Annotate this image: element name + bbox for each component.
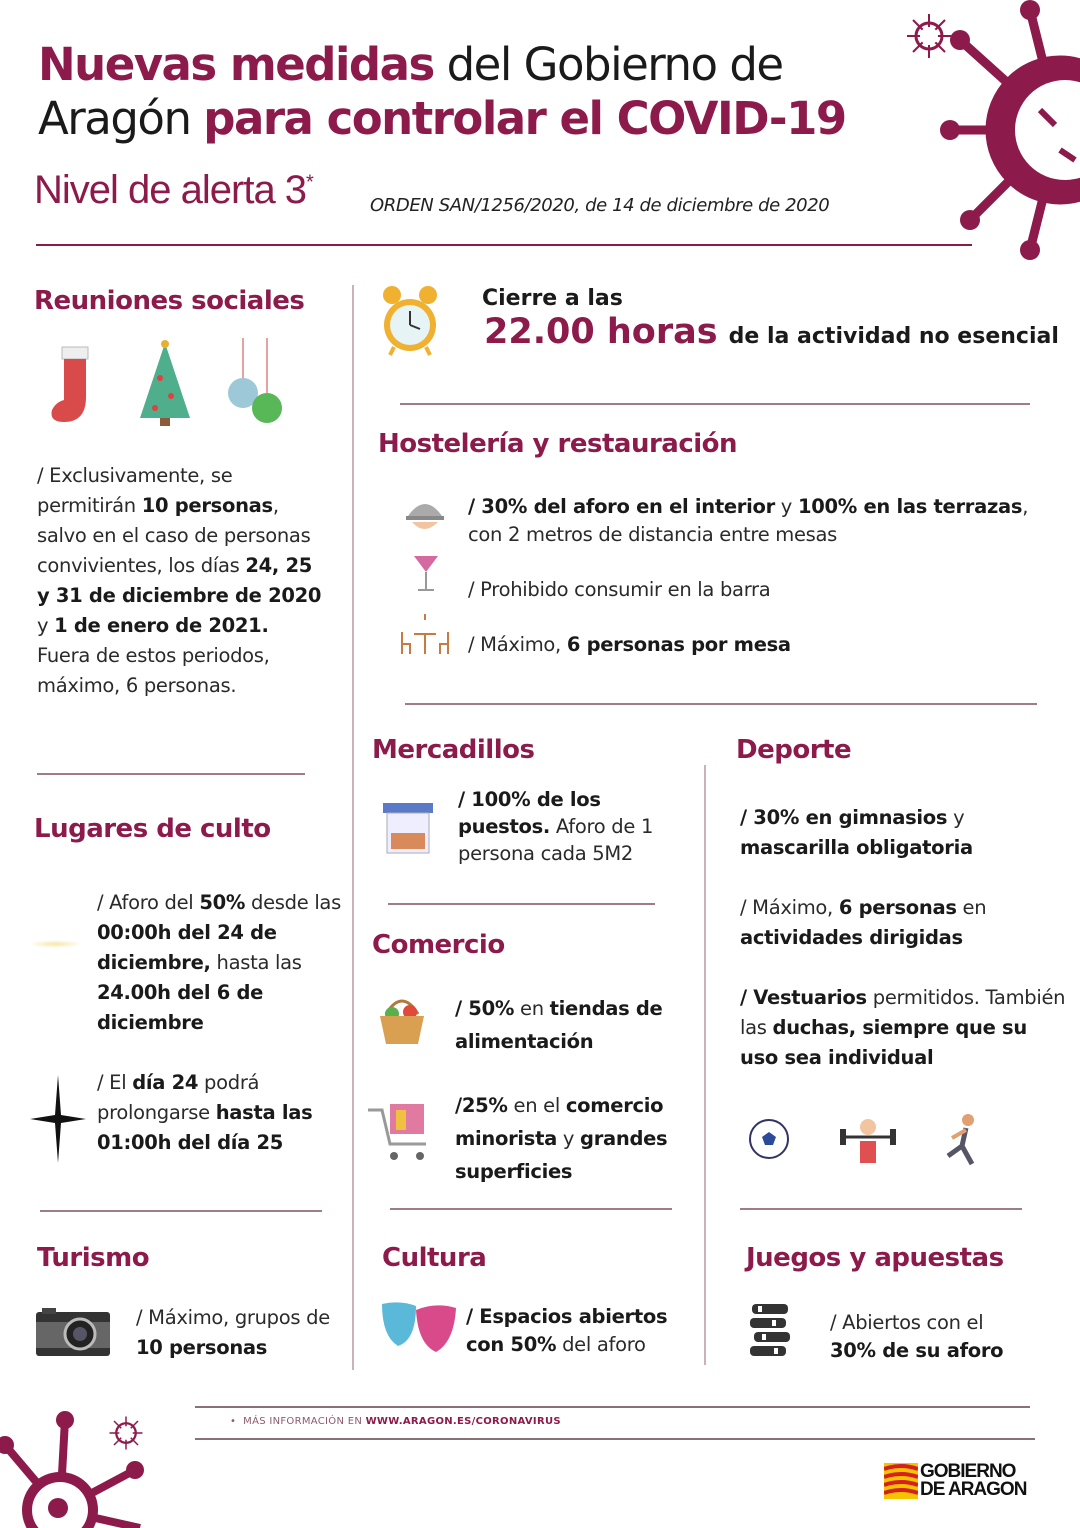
bold-text: / 50% [455,997,515,1020]
closing-line1: Cierre a las [482,286,623,311]
bold-text: 24.00h del 6 de diciembre [97,981,264,1034]
bold-text: / 100% de los puestos. [458,788,601,838]
ornaments-icon [225,338,287,428]
divider [390,1208,672,1210]
bold-text: 50% [199,891,246,914]
bold-text: grandes superficies [455,1127,668,1183]
text-segment: / Máximo, [740,896,839,919]
section-heading-cultura: Cultura [382,1243,487,1273]
text-segment: del Gobierno de [433,38,783,91]
text-segment: y [774,495,798,518]
runner-icon [942,1112,982,1168]
order-reference: ORDEN SAN/1256/2020, de 14 de diciembre de 2020 [370,195,830,216]
divider [195,1438,1035,1440]
bold-text: / Vestuarios [740,986,867,1009]
soccer-ball-icon [748,1118,790,1160]
comercio-item-1 [455,992,695,1058]
text-segment: podrá prolongarse [97,1071,260,1124]
bold-text: 10 personas [141,494,273,517]
divider [405,703,1037,705]
theater-masks-icon [380,1300,458,1354]
turismo-text [136,1303,336,1363]
sparkle-icon [28,940,83,948]
food-basket-icon [376,992,428,1046]
section-heading-deporte: Deporte [736,735,852,765]
bold-text: 24, 25 y 31 de diciembre de 2020 [37,554,322,607]
text-segment: , con 2 metros de distancia entre mesas [468,495,1029,546]
more-info-link[interactable]: WWW.ARAGON.ES/CORONAVIRUS [365,1416,561,1427]
hosteleria-item-3 [468,630,1028,660]
small-virus-icon [108,1415,144,1451]
section-heading-mercadillos: Mercadillos [372,735,535,765]
divider [740,1208,1022,1210]
alert-level-text: Nivel de alerta 3 [34,168,307,212]
section-heading-comercio: Comercio [372,930,505,960]
text-segment: y [556,1127,581,1150]
divider [36,244,972,246]
title-line-2 [38,92,846,146]
serving-cloche-icon [404,492,446,536]
divider [40,1210,322,1212]
alert-level [34,168,313,213]
shopping-cart-icon [368,1100,432,1166]
more-info [230,1416,561,1427]
column-divider [352,285,354,1370]
bold-text: 10 personas [136,1336,268,1359]
cultura-text [466,1303,696,1359]
divider [37,773,305,775]
culto-item-2 [97,1068,337,1158]
bold-text: día 24 [132,1071,199,1094]
section-heading-juegos: Juegos y apuestas [746,1243,1004,1273]
bold-text: Nuevas medidas [38,38,434,91]
closing-rest: de la actividad no esencial [728,324,1059,349]
closing-time-line [484,312,1059,352]
alert-asterisk: * [306,171,313,194]
gobierno-aragon-logo [884,1463,1026,1499]
christmas-tree-icon [135,338,195,430]
divider [400,403,1030,405]
text-segment: Aforo de 1 persona cada 5M2 [458,815,654,865]
logo-line-2: DE ARAGON [920,1479,1027,1500]
text-segment: Aragón [38,92,204,145]
text-segment: / Exclusivamente, se permitirán [37,464,233,517]
bold-text: 00:00h del 24 de diciembre, [97,921,277,974]
divider [195,1406,1030,1408]
section-heading-culto: Lugares de culto [34,814,271,844]
cocktail-icon [412,550,440,594]
mercadillos-text [458,786,678,867]
bold-text: mascarilla obligatoria [740,836,973,859]
text-segment: Fuera de estos periodos, máximo, 6 personas. [37,644,270,697]
column-divider [704,765,706,1365]
text-segment: en [514,997,550,1020]
text-segment: hasta las [210,951,302,974]
table-chairs-icon [400,612,450,657]
culto-item-1 [97,888,347,1038]
comercio-item-2 [455,1089,695,1188]
star-icon [30,1075,86,1163]
hosteleria-item-1 [468,493,1038,549]
closing-time: 22.00 horas [484,312,718,352]
text-segment: en [956,896,987,919]
bold-text: 30% de su aforo [830,1339,1004,1362]
text-segment: del aforo [556,1333,646,1356]
text-segment: / Máximo, grupos de [136,1306,330,1329]
virus-icon [940,0,1080,260]
reuniones-text [37,461,327,701]
deporte-item-3 [740,983,1070,1073]
stocking-icon [44,342,99,427]
text-segment: permitidos. También las [740,986,1066,1039]
section-heading-turismo: Turismo [37,1243,150,1273]
divider [388,903,655,905]
text-segment: / El [97,1071,133,1094]
logo-line-1: GOBIERNO [920,1461,1016,1482]
bold-text: / 30% del aforo en el interior [468,495,775,518]
section-heading-hosteleria: Hostelería y restauración [378,429,738,459]
title-line-1 [38,38,846,92]
hosteleria-item-2 [468,575,1028,605]
bullet: • [230,1416,244,1427]
deporte-item-1 [740,803,1060,863]
deporte-item-2 [740,893,1060,953]
bold-text: 1 de enero de 2021. [54,614,269,637]
text-segment: y [947,806,965,829]
bold-text: tiendas de alimentación [455,997,663,1053]
bold-text: para controlar el COVID-19 [203,92,846,145]
text-segment: , salvo en el caso de personas convivientes, los días [37,494,311,577]
text-segment: desde las [245,891,341,914]
text-segment: / Abiertos con el [830,1311,984,1334]
market-stall-icon [383,803,433,855]
text-segment: / Prohibido consumir en la barra [468,578,771,601]
bold-text: / Espacios abiertos con 50% [466,1305,668,1356]
page-title [38,38,846,146]
poker-chips-icon [748,1302,792,1358]
text-segment: / Máximo, [468,633,567,656]
small-virus-icon [905,12,953,60]
juegos-text [830,1309,1030,1365]
bold-text: actividades dirigidas [740,926,963,949]
bold-text: 100% en las terrazas [797,495,1023,518]
camera-icon [36,1308,110,1356]
bold-text: 6 personas por mesa [566,633,791,656]
weightlifter-icon [838,1115,898,1167]
bold-text: 6 personas [838,896,957,919]
aragon-flag-icon [884,1463,918,1499]
section-heading-reuniones: Reuniones sociales [34,286,305,316]
bold-text: / 30% en gimnasios [740,806,948,829]
text-segment: en el [507,1094,566,1117]
text-segment: / Aforo del [97,891,200,914]
more-info-prefix: MÁS INFORMACIÓN EN [243,1416,366,1427]
text-segment: y [37,614,55,637]
alarm-clock-icon [380,283,440,358]
bold-text: hasta las 01:00h del día 25 [97,1101,313,1154]
bold-text: /25% [455,1094,508,1117]
bold-text: duchas, siempre que su uso sea individual [740,1016,1027,1069]
bold-text: comercio minorista [455,1094,664,1150]
